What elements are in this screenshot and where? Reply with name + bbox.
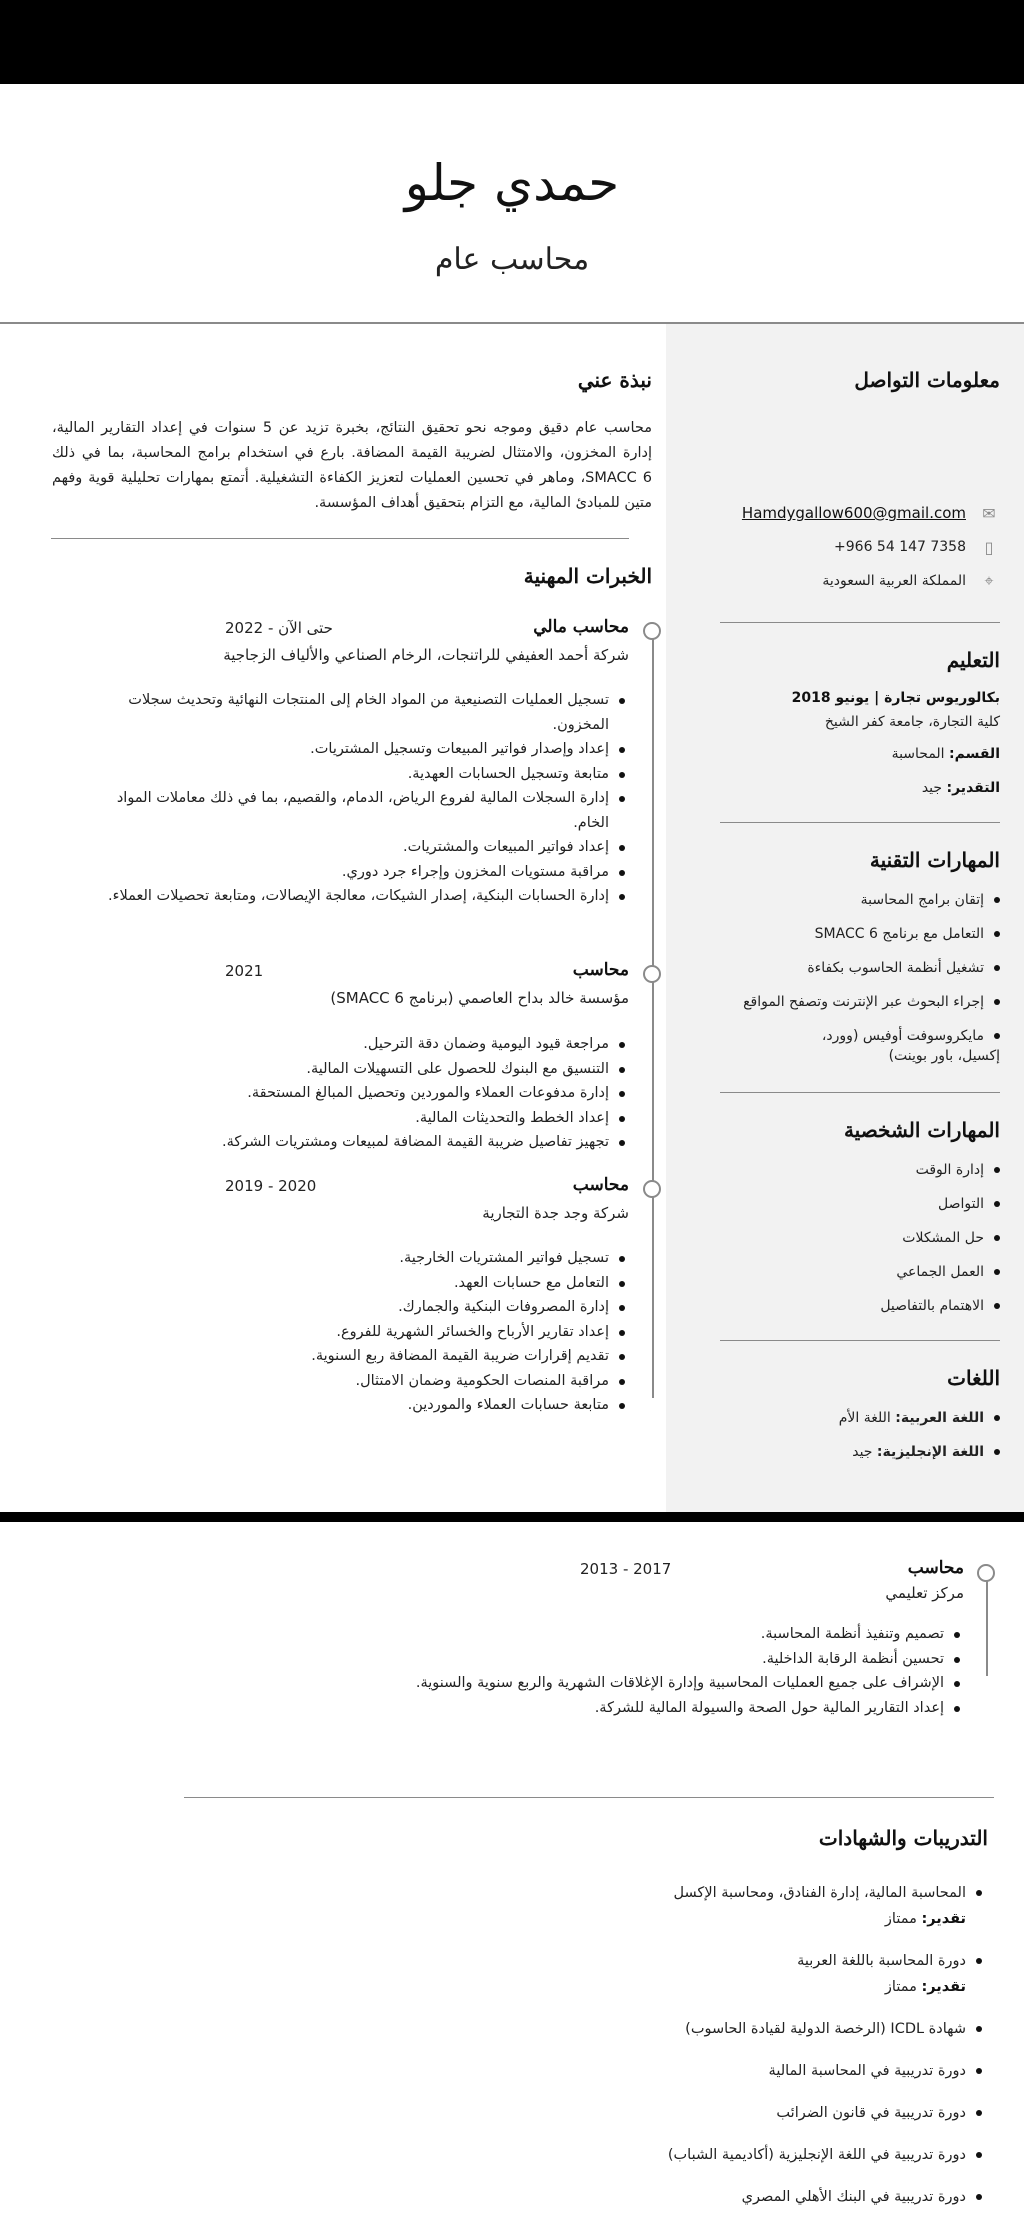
grade-value: جيد bbox=[921, 780, 943, 796]
job-dates: 2022 - حتى الآن bbox=[225, 619, 333, 637]
job-dates: 2021 bbox=[225, 962, 264, 980]
job-company: شركة أحمد العفيفي للراتنجات، الرخام الصناعي والألياف الزجاجية bbox=[223, 646, 629, 664]
resume-page-2 bbox=[0, 1522, 1024, 2216]
timeline-node bbox=[643, 1180, 661, 1198]
list-item: مراجعة قيود اليومية وضمان دقة الترحيل. bbox=[89, 1032, 629, 1057]
list-item: دورة تدريبية في اللغة الإنجليزية (أكاديمية الشباب) bbox=[286, 2142, 986, 2168]
grade-label: التقدير: bbox=[946, 780, 1000, 796]
list-item: دورة تدريبية في البنك الأهلي المصري bbox=[286, 2184, 986, 2210]
languages-heading: اللغات bbox=[947, 1366, 1000, 1390]
list-item: اللغة الإنجليزية: جيد bbox=[710, 1442, 1000, 1462]
list-item: متابعة وتسجيل الحسابات العهدية. bbox=[89, 762, 629, 787]
list-item: مراقبة المنصات الحكومية وضمان الامتثال. bbox=[89, 1369, 629, 1394]
education-dept bbox=[892, 746, 1000, 762]
list-item: تشغيل أنظمة الحاسوب بكفاءة bbox=[710, 958, 1000, 978]
location-text: المملكة العربية السعودية bbox=[822, 573, 966, 589]
list-item: إعداد الخطط والتحديثات المالية. bbox=[89, 1106, 629, 1131]
job-bullets bbox=[344, 1622, 964, 1720]
job-company: شركة وجد جدة التجارية bbox=[482, 1204, 629, 1222]
list-item: تحسين أنظمة الرقابة الداخلية. bbox=[344, 1647, 964, 1672]
education-degree: بكالوريوس تجارة | يونيو 2018 bbox=[791, 690, 1000, 706]
experience-heading: الخبرات المهنية bbox=[523, 564, 652, 588]
timeline-node bbox=[977, 1564, 995, 1582]
timeline-node bbox=[643, 622, 661, 640]
list-item: مراقبة مستويات المخزون وإجراء جرد دوري. bbox=[89, 860, 629, 885]
list-item: إعداد فواتير المبيعات والمشتريات. bbox=[89, 835, 629, 860]
list-item: التعامل مع حسابات العهد. bbox=[89, 1271, 629, 1296]
job-bullets bbox=[89, 688, 629, 909]
divider bbox=[184, 1797, 994, 1798]
job-bullets bbox=[89, 1032, 629, 1155]
mail-icon: ✉ bbox=[982, 503, 996, 523]
list-item: إدارة السجلات المالية لفروع الرياض، الدمام، والقصيم، بما في ذلك معاملات المواد الخام. bbox=[89, 786, 629, 835]
contact-phone bbox=[690, 534, 1000, 560]
list-item: إعداد وإصدار فواتير المبيعات وتسجيل المشتريات. bbox=[89, 737, 629, 762]
about-heading: نبذة عني bbox=[577, 368, 652, 392]
list-item: دورة تدريبية في المحاسبة المالية bbox=[286, 2058, 986, 2084]
list-item: إعداد التقارير المالية حول الصحة والسيولة المالية للشركة. bbox=[344, 1696, 964, 1721]
personal-skills-heading: المهارات الشخصية bbox=[843, 1118, 1000, 1142]
list-item: دورة تدريبية في قانون الضرائب bbox=[286, 2100, 986, 2126]
list-item: تصميم وتنفيذ أنظمة المحاسبة. bbox=[344, 1622, 964, 1647]
job-bullets bbox=[89, 1246, 629, 1418]
list-item: إدارة مدفوعات العملاء والموردين وتحصيل المبالغ المستحقة. bbox=[89, 1081, 629, 1106]
dept-label: القسم: bbox=[949, 746, 1000, 762]
about-text: محاسب عام دقيق وموجه نحو تحقيق النتائج، بخبرة تزيد عن 5 سنوات في إعداد التقارير المالية، إدارة المخزون، والامتثال لضريبة القيمة المضافة. بارع في استخدام برامج المحاسبة، بما في ذلك SMACC 6، وماهر في تحسين العمليات لتعزيز الكفاءة التشغيلية. أتمتع بمهارات تحليلية قوية وفهم متين للمبادئ المالية، مع التزام بتحقيق أهداف المؤسسة. bbox=[52, 420, 652, 511]
job-role: محاسب bbox=[572, 960, 629, 980]
job-role: محاسب مالي bbox=[533, 617, 629, 637]
job-company: مؤسسة خالد بداح العاصمي (برنامج SMACC 6) bbox=[330, 989, 629, 1007]
timeline-line bbox=[652, 624, 654, 1398]
list-item: تقديم إقرارات ضريبة القيمة المضافة ربع السنوية. bbox=[89, 1344, 629, 1369]
tech-skills-heading: المهارات التقنية bbox=[869, 848, 1000, 872]
email-link[interactable]: Hamdygallow600@gmail.com bbox=[741, 504, 966, 522]
list-item: التواصل bbox=[710, 1194, 1000, 1214]
list-item: اللغة العربية: اللغة الأم bbox=[710, 1408, 1000, 1428]
timeline-node bbox=[643, 965, 661, 983]
job-dates: 2019 - 2020 bbox=[225, 1177, 317, 1195]
dept-value: المحاسبة bbox=[891, 746, 945, 762]
list-item: التنسيق مع البنوك للحصول على التسهيلات المالية. bbox=[89, 1057, 629, 1082]
list-item: إدارة الوقت bbox=[710, 1160, 1000, 1180]
candidate-title: محاسب عام bbox=[434, 242, 590, 277]
resume-header bbox=[0, 84, 1024, 324]
divider bbox=[720, 1092, 1000, 1093]
trainings-list bbox=[286, 1880, 986, 2210]
divider bbox=[720, 622, 1000, 623]
list-item: دورة المحاسبة باللغة العربية تقدير: ممتاز bbox=[286, 1948, 986, 2000]
contact-email bbox=[690, 500, 1000, 526]
list-item: الإشراف على جميع العمليات المحاسبية وإدارة الإغلاقات الشهرية والربع سنوية والسنوية. bbox=[344, 1671, 964, 1696]
list-item: إتقان برامج المحاسبة bbox=[710, 890, 1000, 910]
trainings-heading: التدريبات والشهادات bbox=[818, 1826, 988, 1850]
timeline-line bbox=[986, 1566, 988, 1676]
divider bbox=[51, 538, 629, 539]
education-school: كلية التجارة، جامعة كفر الشيخ bbox=[824, 714, 1000, 730]
resume-page-1 bbox=[0, 84, 1024, 1512]
list-item: إدارة المصروفات البنكية والجمارك. bbox=[89, 1295, 629, 1320]
list-item: تسجيل فواتير المشتريات الخارجية. bbox=[89, 1246, 629, 1271]
location-pin-icon: ⌖ bbox=[984, 571, 994, 590]
list-item: شهادة ICDL (الرخصة الدولية لقيادة الحاسوب) bbox=[286, 2016, 986, 2042]
divider bbox=[720, 1340, 1000, 1341]
list-item: إجراء البحوث عبر الإنترنت وتصفح المواقع bbox=[710, 992, 1000, 1012]
contact-heading: معلومات التواصل bbox=[854, 368, 1000, 392]
list-item: متابعة حسابات العملاء والموردين. bbox=[89, 1393, 629, 1418]
list-item: التعامل مع برنامج SMACC 6 bbox=[710, 924, 1000, 944]
list-item: إعداد تقارير الأرباح والخسائر الشهرية للفروع. bbox=[89, 1320, 629, 1345]
job-role: محاسب bbox=[572, 1175, 629, 1195]
list-item: تجهيز تفاصيل ضريبة القيمة المضافة لمبيعات ومشتريات الشركة. bbox=[89, 1130, 629, 1155]
education-heading: التعليم bbox=[946, 648, 1000, 672]
education-grade bbox=[922, 780, 1000, 796]
list-item: الاهتمام بالتفاصيل bbox=[710, 1296, 1000, 1316]
contact-location bbox=[690, 568, 1000, 594]
list-item: العمل الجماعي bbox=[710, 1262, 1000, 1282]
list-item: تسجيل العمليات التصنيعية من المواد الخام إلى المنتجات النهائية وتحديث سجلات المخزون. bbox=[89, 688, 629, 737]
job-dates: 2013 - 2017 bbox=[580, 1560, 672, 1578]
job-role: محاسب bbox=[907, 1558, 964, 1578]
divider bbox=[720, 822, 1000, 823]
phone-icon: ▯ bbox=[984, 537, 994, 557]
list-item: مايكروسوفت أوفيس (وورد، إكسيل، باور بوينت) bbox=[821, 1028, 1000, 1064]
list-item: حل المشكلات bbox=[710, 1228, 1000, 1248]
phone-text: +966 54 147 7358 bbox=[834, 539, 966, 555]
list-item: إدارة الحسابات البنكية، إصدار الشيكات، معالجة الإيصالات، ومتابعة تحصيلات العملاء. bbox=[89, 884, 629, 909]
list-item: المحاسبة المالية، إدارة الفنادق، ومحاسبة الإكسل تقدير: ممتاز bbox=[286, 1880, 986, 1932]
job-company: مركز تعليمي bbox=[885, 1584, 964, 1602]
candidate-name: حمدي جلو bbox=[404, 154, 620, 212]
